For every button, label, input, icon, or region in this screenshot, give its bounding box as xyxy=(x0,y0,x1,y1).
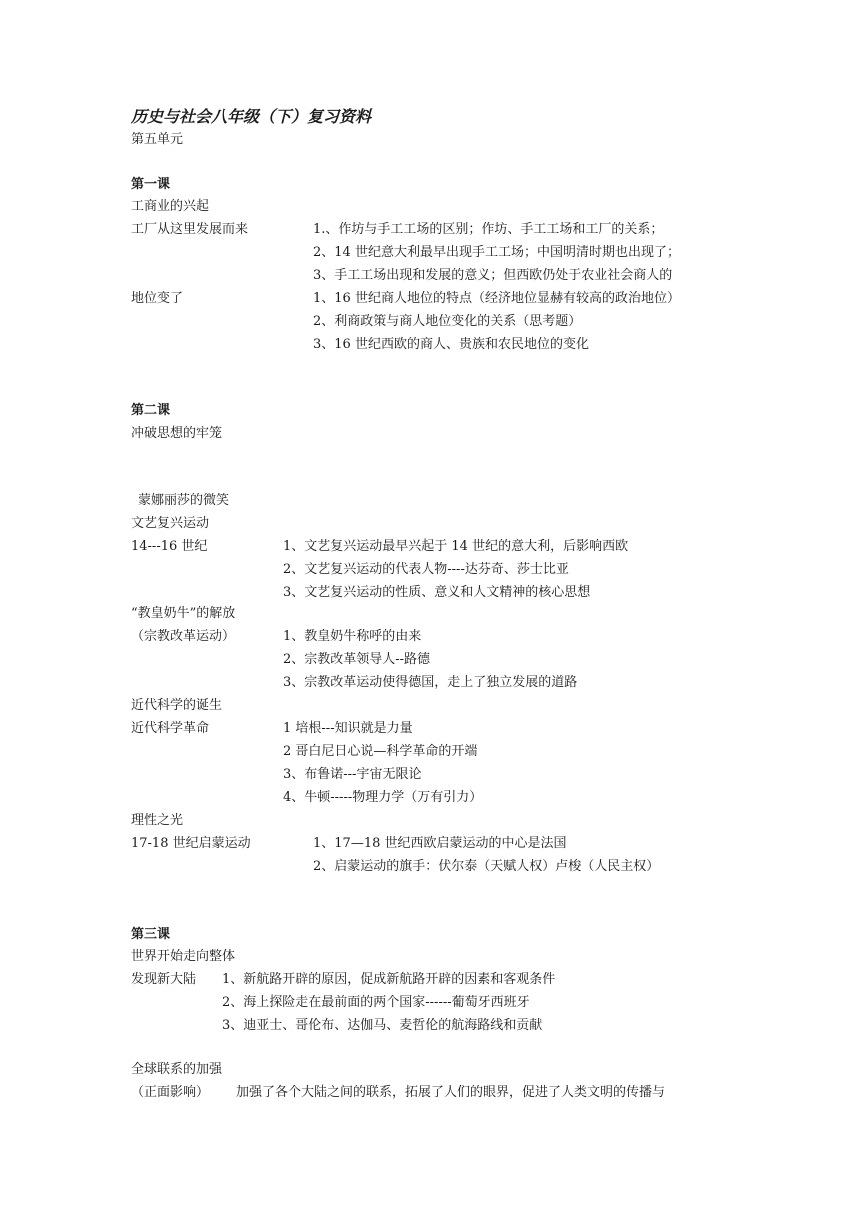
lesson2-topic: 冲破思想的牢笼 xyxy=(131,426,223,441)
lesson2-mona: 蒙娜丽莎的微笑 xyxy=(138,493,230,508)
list-item: 3、迪亚士、哥伦布、达伽马、麦哲伦的航海路线和贡献 xyxy=(222,1018,543,1033)
list-item: 1、文艺复兴运动最早兴起于 14 世纪的意大利，后影响西欧 xyxy=(283,539,629,554)
lesson2-science-rev: 近代科学革命 xyxy=(131,721,210,736)
list-item: 3、布鲁诺---宇宙无限论 xyxy=(283,767,422,782)
list-item: 1 培根---知识就是力量 xyxy=(283,721,413,736)
lesson3-global: 全球联系的加强 xyxy=(131,1062,223,1077)
lesson3-positive-text: 加强了各个大陆之间的联系，拓展了人们的眼界，促进了人类文明的传播与 xyxy=(236,1085,666,1100)
doc-title: 历史与社会八年级（下）复习资料 xyxy=(131,107,372,126)
list-item: 2、14 世纪意大利最早出现手工工场；中国明清时期也出现了； xyxy=(313,245,680,260)
lesson1-sub1: 工厂从这里发展而来 xyxy=(131,222,249,237)
list-item: 1、新航路开辟的原因，促成新航路开辟的因素和客观条件 xyxy=(222,972,556,987)
lesson1-sub2: 地位变了 xyxy=(131,291,184,306)
lesson2-reason: 理性之光 xyxy=(131,813,184,828)
list-item: 2 哥白尼日心说—科学革命的开端 xyxy=(283,744,478,759)
list-item: 3、手工工场出现和发展的意义；但西欧仍处于农业社会商人的 xyxy=(313,268,673,283)
list-item: 4、牛顿-----物理力学（万有引力） xyxy=(283,790,483,805)
lesson1-heading: 第一课 xyxy=(131,177,171,192)
lesson2-science-birth: 近代科学的诞生 xyxy=(131,698,223,713)
lesson3-topic: 世界开始走向整体 xyxy=(131,949,236,964)
list-item: 3、16 世纪西欧的商人、贵族和农民地位的变化 xyxy=(313,337,589,352)
lesson2-cow: “教皇奶牛”的解放 xyxy=(131,606,236,621)
list-item: 2、海上探险走在最前面的两个国家------葡萄牙西班牙 xyxy=(222,995,530,1010)
list-item: 2、利商政策与商人地位变化的关系（思考题） xyxy=(313,314,582,329)
lesson2-period: 14---16 世纪 xyxy=(131,539,208,554)
lesson2-reform: （宗教改革运动） xyxy=(131,629,236,644)
list-item: 2、启蒙运动的旗手：伏尔泰（天赋人权）卢梭（人民主权） xyxy=(313,859,660,874)
lesson3-positive-label: （正面影响） xyxy=(131,1085,210,1100)
list-item: 3、文艺复兴运动的性质、意义和人文精神的核心思想 xyxy=(283,585,591,600)
lesson1-topic: 工商业的兴起 xyxy=(131,199,210,214)
lesson2-heading: 第二课 xyxy=(131,403,171,418)
unit-label: 第五单元 xyxy=(131,132,184,147)
list-item: 1、17—18 世纪西欧启蒙运动的中心是法国 xyxy=(313,836,567,851)
list-item: 2、宗教改革领导人--路德 xyxy=(283,652,431,667)
lesson2-enlight: 17-18 世纪启蒙运动 xyxy=(131,836,251,851)
lesson3-heading: 第三课 xyxy=(131,927,171,942)
list-item: 2、文艺复兴运动的代表人物----达芬奇、莎士比亚 xyxy=(283,562,569,577)
list-item: 1.、作坊与手工工场的区别；作坊、手工工场和工厂的关系； xyxy=(313,222,664,237)
list-item: 1、教皇奶牛称呼的由来 xyxy=(283,629,422,644)
lesson3-newland: 发现新大陆 xyxy=(131,972,197,987)
list-item: 3、宗教改革运动使得德国，走上了独立发展的道路 xyxy=(283,675,578,690)
list-item: 1、16 世纪商人地位的特点（经济地位显赫有较高的政治地位） xyxy=(313,291,680,306)
lesson2-renaissance: 文艺复兴运动 xyxy=(131,516,210,531)
